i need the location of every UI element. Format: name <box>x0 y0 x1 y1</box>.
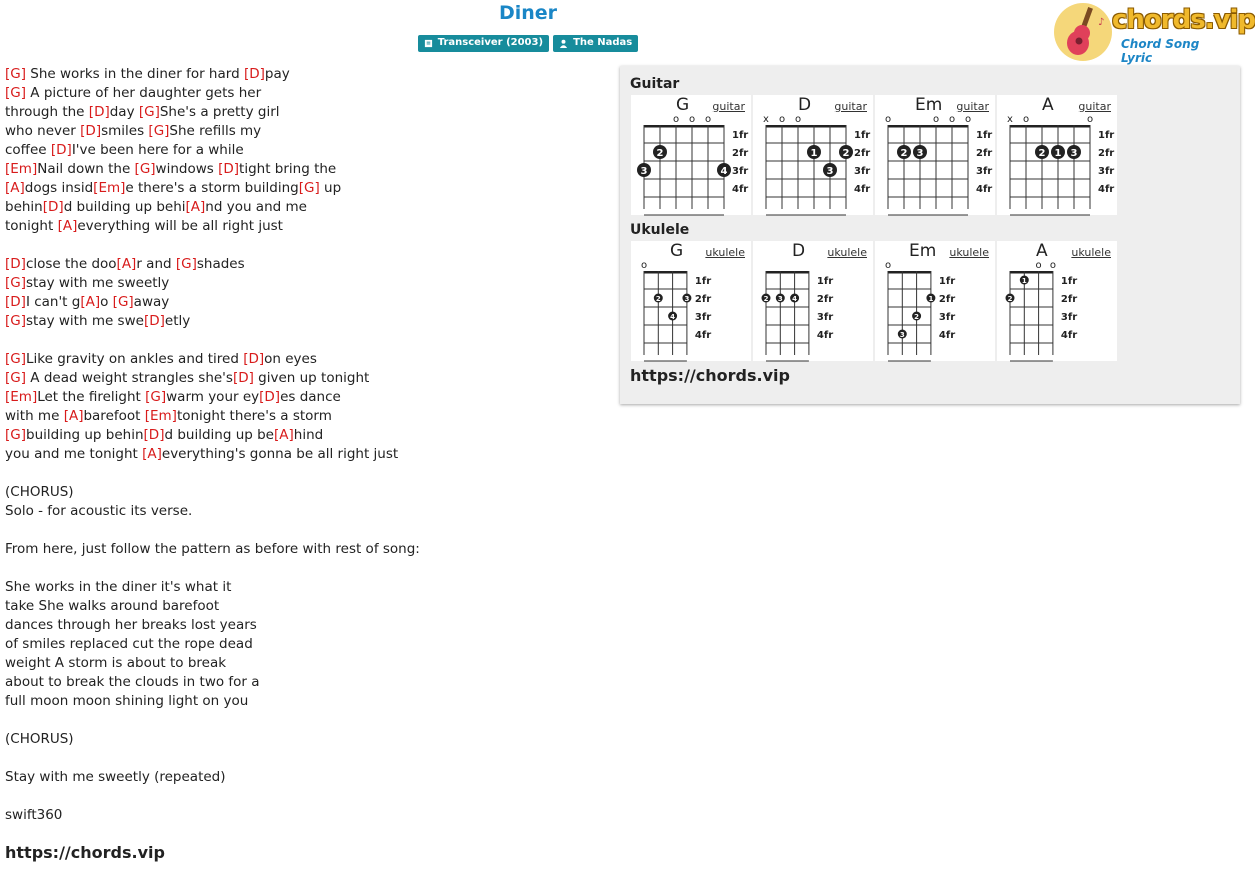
chord-link[interactable]: [D] <box>143 427 165 443</box>
fret-label: 1fr <box>694 276 712 287</box>
lyric-line <box>5 160 605 179</box>
chord-name: G <box>670 241 684 261</box>
lyric-line <box>5 502 605 521</box>
chord-link[interactable]: [D] <box>42 199 64 215</box>
open-string-marker: o <box>794 114 802 125</box>
fret-label: 4fr <box>1060 330 1078 341</box>
lyric-text: away <box>133 294 170 310</box>
lyric-text: windows <box>155 161 219 177</box>
lyric-text: e there's a storm building <box>125 180 299 196</box>
finger-number: 3 <box>899 331 905 339</box>
ukulele-chord-card-d[interactable] <box>753 241 873 361</box>
lyric-line <box>5 692 605 711</box>
lyric-text: r and <box>136 256 176 272</box>
fret-label: 4fr <box>732 184 749 195</box>
lyric-text: es dance <box>280 389 341 405</box>
lyric-text: I can't g <box>25 294 81 310</box>
chord-link[interactable]: [G] <box>5 313 26 329</box>
lyric-line <box>5 312 605 331</box>
fret-label: 2fr <box>694 294 712 305</box>
lyric-text: given up tonight <box>253 370 370 386</box>
lyric-text: Stay with me sweetly (repeated) <box>5 769 226 785</box>
lyric-line <box>5 293 605 312</box>
lyric-text: From here, just follow the pattern as before with rest of song: <box>5 541 420 557</box>
chord-link[interactable]: [D] <box>143 313 165 329</box>
lyric-blank-line <box>5 749 605 768</box>
lyric-text: She works in the diner it's what it <box>5 579 232 595</box>
finger-number: 2 <box>1007 295 1013 303</box>
lyric-text: full moon moon shining light on you <box>5 693 249 709</box>
instrument-link[interactable]: ukulele <box>827 246 867 259</box>
lyric-blank-line <box>5 331 605 350</box>
fret-label: 1fr <box>854 130 871 141</box>
chord-link[interactable]: [A] <box>142 446 162 462</box>
fret-label: 4fr <box>854 184 871 195</box>
open-string-marker: o <box>948 114 956 125</box>
fret-label: 4fr <box>694 330 712 341</box>
chord-link[interactable]: [G] <box>5 370 26 386</box>
open-string-marker: o <box>964 114 972 125</box>
lyric-text: barefoot <box>83 408 145 424</box>
chord-name: A <box>1042 95 1054 115</box>
instrument-link[interactable]: ukulele <box>949 246 989 259</box>
instrument-link[interactable]: guitar <box>834 100 867 113</box>
fret-label: 4fr <box>816 330 834 341</box>
lyric-line <box>5 445 605 464</box>
fret-label: 1fr <box>976 130 993 141</box>
lyric-text: (CHORUS) <box>5 731 74 747</box>
lyric-blank-line <box>5 236 605 255</box>
open-string-marker: o <box>1035 260 1042 271</box>
instrument-link[interactable]: ukulele <box>705 246 745 259</box>
lyric-blank-line <box>5 711 605 730</box>
chord-link[interactable]: [D] <box>259 389 281 405</box>
ukulele-chord-card-a[interactable] <box>997 241 1117 361</box>
open-string-marker: o <box>884 260 892 271</box>
chord-link[interactable]: [Em] <box>144 408 177 424</box>
chord-diagram <box>997 241 1117 361</box>
lyric-line <box>5 179 605 198</box>
lyric-line <box>5 65 605 84</box>
chord-name: Em <box>909 241 937 261</box>
lyric-text: who never <box>5 123 81 139</box>
chord-link[interactable]: [A] <box>274 427 294 443</box>
lyric-blank-line <box>5 464 605 483</box>
ukulele-chord-card-g[interactable] <box>631 241 751 361</box>
lyric-text: building up behin <box>26 427 144 443</box>
lyric-text: dances through her breaks lost years <box>5 617 257 633</box>
chord-link[interactable]: [G] <box>112 294 134 310</box>
finger-number: 3 <box>684 295 690 303</box>
chord-name: Em <box>915 95 943 115</box>
guitar-chord-card-d[interactable] <box>753 95 873 215</box>
album-badge[interactable] <box>418 35 549 52</box>
lyric-blank-line <box>5 787 605 806</box>
lyric-line <box>5 388 605 407</box>
fret-label: 4fr <box>938 330 956 341</box>
chord-link[interactable]: [G] <box>148 123 170 139</box>
fret-label: 1fr <box>1060 276 1078 287</box>
open-string-marker: o <box>1049 260 1056 271</box>
chord-link[interactable]: [A] <box>185 199 206 215</box>
lyric-line <box>5 84 605 103</box>
lyric-text: d building up be <box>164 427 274 443</box>
fret-label: 3fr <box>694 312 712 323</box>
lyric-text: through the <box>5 104 89 120</box>
chord-link[interactable]: [G] <box>5 85 26 101</box>
lyric-text: swift360 <box>5 807 63 823</box>
nut <box>1010 125 1090 128</box>
lyric-text: nd you and me <box>205 199 307 215</box>
nut <box>888 125 968 128</box>
book-icon <box>424 39 433 48</box>
finger-number: 2 <box>842 148 850 159</box>
lyric-line <box>5 483 605 502</box>
fret-label: 3fr <box>938 312 956 323</box>
fret-label: 3fr <box>732 166 749 177</box>
chord-link[interactable]: [G] <box>5 351 26 367</box>
open-string-marker: o <box>932 114 940 125</box>
instrument-link[interactable]: ukulele <box>1071 246 1111 259</box>
fret-label: 3fr <box>1060 312 1078 323</box>
fret-label: 1fr <box>816 276 834 287</box>
fret-label: 2fr <box>938 294 956 305</box>
lyric-text: tight bring the <box>239 161 337 177</box>
chord-link[interactable]: [A] <box>63 408 84 424</box>
lyric-text: A picture of her daughter gets her <box>26 85 262 101</box>
chord-diagram <box>631 241 751 361</box>
lyric-text: you and me tonight <box>5 446 143 462</box>
lyric-text: behin <box>5 199 43 215</box>
lyric-line <box>5 103 605 122</box>
fret-label: 3fr <box>1098 166 1115 177</box>
lyric-text: close the doo <box>25 256 117 272</box>
chord-link[interactable]: [G] <box>298 180 320 196</box>
lyric-text: with me <box>5 408 64 424</box>
finger-number: 3 <box>826 166 834 177</box>
lyric-text: warm your ey <box>166 389 260 405</box>
finger-number: 4 <box>792 295 798 303</box>
chord-name: D <box>792 241 806 261</box>
lyric-text: everything's gonna be all right just <box>161 446 399 462</box>
nut <box>644 125 724 128</box>
lyric-line <box>5 122 605 141</box>
song-badges <box>0 35 1056 52</box>
chord-link[interactable]: [D] <box>232 370 254 386</box>
logo-subtitle: Chord Song Lyric <box>1121 37 1200 65</box>
open-string-marker: o <box>884 114 892 125</box>
chord-link[interactable]: [D] <box>80 123 102 139</box>
chord-diagram <box>631 95 751 215</box>
artist-badge-label: The Nadas <box>573 37 633 48</box>
chord-link[interactable]: [G] <box>175 256 197 272</box>
chord-panel <box>620 66 1240 404</box>
instrument-link[interactable]: guitar <box>1078 100 1111 113</box>
fret-label: 2fr <box>854 148 871 159</box>
lyric-text: weight A storm is about to break <box>5 655 227 671</box>
finger-number: 2 <box>914 313 920 321</box>
chord-link[interactable]: [G] <box>138 104 160 120</box>
chord-link[interactable]: [G] <box>134 161 156 177</box>
muted-string-marker: x <box>763 114 769 125</box>
lyric-text: Like gravity on ankles and tired <box>26 351 244 367</box>
lyric-text: smiles <box>101 123 149 139</box>
lyric-line <box>5 654 605 673</box>
chord-link[interactable]: [D] <box>5 294 26 310</box>
chord-link[interactable]: [D] <box>50 142 72 158</box>
lyric-text: stay with me swe <box>26 313 144 329</box>
lyric-text: d building up behi <box>63 199 186 215</box>
chord-diagram <box>753 241 873 361</box>
lyric-text: stay with me sweetly <box>26 275 170 291</box>
chord-name: A <box>1036 241 1048 261</box>
lyric-text: o <box>100 294 113 310</box>
lyric-line <box>5 673 605 692</box>
lyric-text: take She walks around barefoot <box>5 598 220 614</box>
ukulele-section-label: Ukulele <box>630 222 690 238</box>
lyric-line <box>5 407 605 426</box>
fret-label: 1fr <box>938 276 956 287</box>
finger-number: 3 <box>777 295 783 303</box>
guitar-section-label: Guitar <box>630 76 680 92</box>
finger-number: 2 <box>900 148 908 159</box>
finger-number: 3 <box>916 148 924 159</box>
chord-link[interactable]: [D] <box>5 256 26 272</box>
chord-link[interactable]: [D] <box>218 161 240 177</box>
finger-number: 1 <box>1054 148 1062 159</box>
chord-link[interactable]: [G] <box>5 66 26 82</box>
fret-label: 3fr <box>854 166 871 177</box>
lyric-text: Solo - for acoustic its verse. <box>5 503 193 519</box>
lyric-line <box>5 198 605 217</box>
lyric-text: pay <box>264 66 290 82</box>
fret-label: 1fr <box>1098 130 1115 141</box>
lyric-text: Nail down the <box>37 161 135 177</box>
lyric-blank-line <box>5 521 605 540</box>
nut <box>1010 271 1053 274</box>
svg-text:♪: ♪ <box>1098 17 1105 28</box>
fret-label: 2fr <box>976 148 993 159</box>
logo-text: chords.vip <box>1112 5 1255 35</box>
lyric-line <box>5 540 605 559</box>
lyric-text: about to break the clouds in two for a <box>5 674 260 690</box>
lyric-line <box>5 806 605 825</box>
open-string-marker: o <box>704 114 712 125</box>
nut <box>766 271 809 274</box>
fret-label: 1fr <box>732 130 749 141</box>
fret-label: 2fr <box>1060 294 1078 305</box>
finger-number: 2 <box>1038 148 1046 159</box>
chord-link[interactable]: [Em] <box>93 180 126 196</box>
lyric-line <box>5 217 605 236</box>
instrument-link[interactable]: guitar <box>712 100 745 113</box>
chord-name: G <box>676 95 690 115</box>
lyric-blank-line <box>5 559 605 578</box>
chord-link[interactable]: [G] <box>145 389 167 405</box>
lyric-line <box>5 616 605 635</box>
chord-link[interactable]: [A] <box>80 294 101 310</box>
finger-number: 2 <box>655 295 661 303</box>
lyric-text: She's a pretty girl <box>159 104 280 120</box>
finger-number: 1 <box>928 295 934 303</box>
lyric-text: day <box>109 104 139 120</box>
chord-link[interactable]: [A] <box>116 256 137 272</box>
nut <box>888 271 931 274</box>
chord-link[interactable]: [D] <box>243 351 265 367</box>
lyric-text: coffee <box>5 142 51 158</box>
lyric-line <box>5 369 605 388</box>
lyric-text: everything will be all right just <box>77 218 283 234</box>
lyric-text: up <box>319 180 342 196</box>
lyric-line <box>5 426 605 445</box>
fret-label: 2fr <box>732 148 749 159</box>
footer-url[interactable]: https://chords.vip <box>5 843 165 862</box>
open-string-marker: o <box>688 114 696 125</box>
panel-url[interactable]: https://chords.vip <box>630 366 790 385</box>
fret-label: 3fr <box>816 312 834 323</box>
finger-number: 4 <box>670 313 676 321</box>
lyric-text: on eyes <box>264 351 317 367</box>
lyric-line <box>5 768 605 787</box>
chord-link[interactable]: [A] <box>57 218 78 234</box>
site-logo[interactable] <box>1054 3 1255 65</box>
finger-number: 3 <box>640 166 648 177</box>
guitar-chord-card-g[interactable] <box>631 95 751 215</box>
lyric-text: dogs insid <box>24 180 94 196</box>
chord-link[interactable]: [G] <box>5 275 26 291</box>
chord-diagram <box>753 95 873 215</box>
lyric-line <box>5 597 605 616</box>
chord-name: D <box>798 95 812 115</box>
lyric-text: A dead weight strangles she's <box>26 370 233 386</box>
finger-number: 2 <box>656 148 664 159</box>
chord-link[interactable]: [D] <box>243 66 265 82</box>
lyric-line <box>5 141 605 160</box>
finger-number: 1 <box>810 148 818 159</box>
user-icon <box>559 39 568 48</box>
lyric-text: of smiles replaced cut the rope dead <box>5 636 253 652</box>
artist-badge[interactable] <box>553 35 638 52</box>
lyric-text: She works in the diner for hard <box>26 66 244 82</box>
guitar-chord-card-a[interactable] <box>997 95 1117 215</box>
chord-link[interactable]: [D] <box>88 104 110 120</box>
ukulele-chord-card-em[interactable] <box>875 241 995 361</box>
nut <box>766 125 846 128</box>
lyric-text: She refills my <box>169 123 262 139</box>
lyric-text: tonight <box>5 218 58 234</box>
fret-label: 4fr <box>976 184 993 195</box>
fret-label: 2fr <box>1098 148 1115 159</box>
lyric-line <box>5 730 605 749</box>
chord-link[interactable]: [Em] <box>5 161 38 177</box>
lyric-text: I've been here for a while <box>71 142 244 158</box>
lyric-text: shades <box>196 256 245 272</box>
lyric-line <box>5 350 605 369</box>
chord-link[interactable]: [G] <box>5 427 26 443</box>
finger-number: 4 <box>720 166 728 177</box>
chord-link[interactable]: [A] <box>5 180 25 196</box>
instrument-link[interactable]: guitar <box>956 100 989 113</box>
lyric-text: tonight there's a storm <box>176 408 332 424</box>
lyric-text: etly <box>164 313 191 329</box>
fret-label: 3fr <box>976 166 993 177</box>
open-string-marker: o <box>1022 114 1030 125</box>
fret-label: 2fr <box>816 294 834 305</box>
chord-link[interactable]: [Em] <box>5 389 38 405</box>
song-title: Diner <box>498 2 558 24</box>
open-string-marker: o <box>640 260 648 271</box>
chord-diagram <box>997 95 1117 215</box>
lyric-line <box>5 578 605 597</box>
finger-number: 3 <box>1070 148 1078 159</box>
lyric-text: (CHORUS) <box>5 484 74 500</box>
finger-number: 2 <box>763 295 769 303</box>
guitar-logo-icon <box>1054 3 1112 61</box>
open-string-marker: o <box>778 114 786 125</box>
finger-number: 1 <box>1021 277 1027 285</box>
guitar-chord-card-em[interactable] <box>875 95 995 215</box>
open-string-marker: o <box>1086 114 1094 125</box>
fret-label: 4fr <box>1098 184 1115 195</box>
open-string-marker: o <box>672 114 680 125</box>
album-badge-label: Transceiver (2003) <box>437 37 544 48</box>
lyrics-body <box>5 65 605 825</box>
lyric-text: Let the firelight <box>37 389 146 405</box>
lyric-line <box>5 255 605 274</box>
lyric-text: hind <box>293 427 324 443</box>
lyric-line <box>5 635 605 654</box>
muted-string-marker: x <box>1007 114 1013 125</box>
nut <box>644 271 687 274</box>
lyric-line <box>5 274 605 293</box>
